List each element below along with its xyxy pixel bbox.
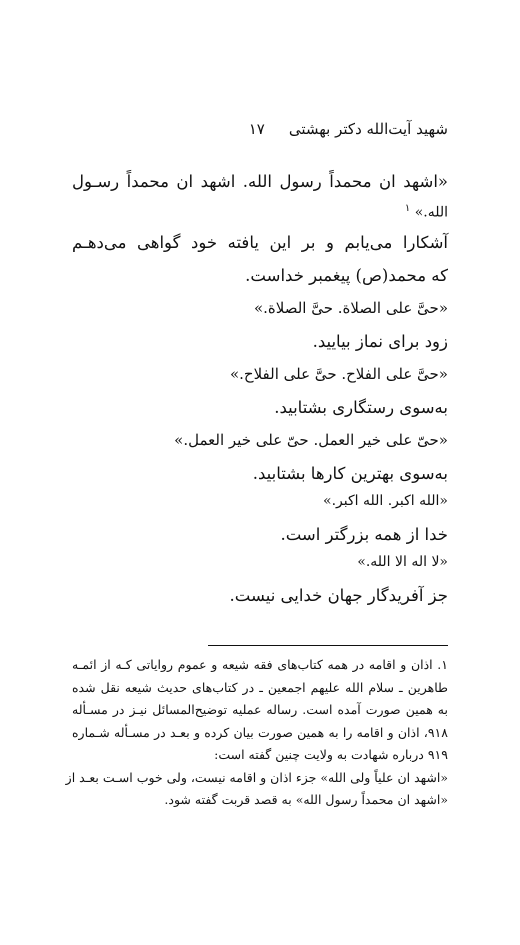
footnote-line: ۹۱۸، اذان و اقامه را به همین صورت بیان کرده و بعـد در مسـأله شـماره <box>72 724 448 740</box>
footnote-line: «اشهد ان محمداً رسول الله» به قصد قربت گفته شود. <box>164 792 448 807</box>
footnote-line: ۹۱۹ درباره شهادت به ولایت چنین گفته است: <box>214 747 448 762</box>
footnote-line: «اشهد ان علیاً ولی الله» جزء اذان و اقامه نیست، ولی خوب اسـت بعـد از <box>65 769 448 785</box>
text-line: «حیَّ علی الفلاح. حیَّ علی الفلاح.» <box>229 365 448 383</box>
text-line: «حیَّ علی الصلاة. حیَّ الصلاة.» <box>253 299 448 317</box>
text-line: «الله اکبر. الله اکبر.» <box>323 493 448 509</box>
text-line: «لا اله الا الله.» <box>357 554 448 570</box>
text-line-with-footnote <box>72 198 448 226</box>
page-number: ۱۷ <box>248 120 265 138</box>
text-line: «اشهد ان محمداً رسول الله. اشهد ان محمداً رسـول <box>72 172 448 191</box>
page-header <box>70 120 448 138</box>
footnote-line: به همین صورت آمده است. رساله عملیه توضیح‌المسائل نیـز در مسـأله <box>72 702 448 717</box>
footnote-line: ۱. اذان و اقامه در همه کتاب‌های فقه شیعه و عموم روایاتی کـه از ائمـه <box>72 657 448 672</box>
text-line: جز آفریدگار جهان خدایی نیست. <box>229 586 448 605</box>
text-line: که محمد(ص) پیغمبر خداست. <box>245 266 448 285</box>
text-line: خدا از همه بزرگتر است. <box>280 525 448 544</box>
text-line: زود برای نماز بیایید. <box>312 332 448 351</box>
text-line: الله.» <box>414 204 448 221</box>
text-line: به‌سوی رستگاری بشتابید. <box>274 398 448 417</box>
main-text <box>72 165 448 612</box>
footnote-line: طاهرین ـ سلام الله علیهم اجمعین ـ در کتاب‌های حدیث شیعه نقل شده <box>72 679 448 695</box>
footnote-reference[interactable]: ۱ <box>404 203 411 214</box>
text-line: آشکارا می‌یابم و بر این یافته خود گواهی می‌دهـم <box>72 233 448 252</box>
text-line: «حیّ علی خیر العمل. حیّ علی خیر العمل.» <box>174 431 448 449</box>
running-title: شهید آیت‌الله دکتر بهشتی <box>288 120 448 138</box>
footnote <box>65 654 448 812</box>
footnote-divider <box>208 645 448 646</box>
text-line: به‌سوی بهترین کارها بشتابید. <box>252 464 448 483</box>
